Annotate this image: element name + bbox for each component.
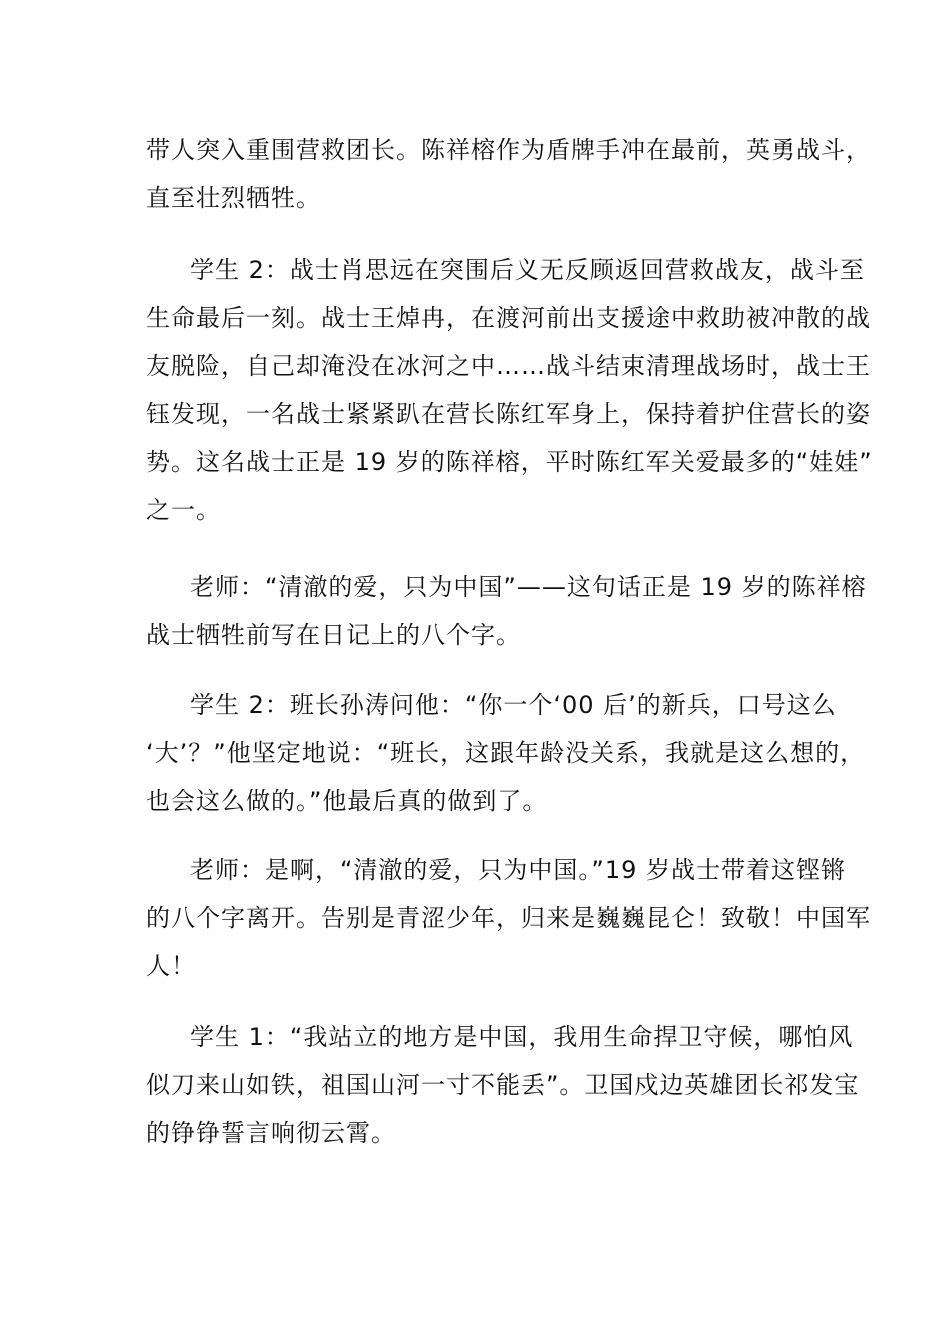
- text-line: 的八个字离开。告别是青涩少年，归来是巍巍昆仑！致敬！中国军: [146, 904, 871, 932]
- text-line: 老师：“清澈的爱，只为中国”——这句话正是 19 岁的陈祥榕: [190, 573, 867, 601]
- paragraph-student2-second: [146, 681, 866, 825]
- text-line: 学生 2：战士肖思远在突围后义无反顾返回营救战友，战斗至: [190, 256, 865, 284]
- paragraph-teacher-second: [146, 846, 871, 990]
- paragraph-student1: [146, 1013, 860, 1157]
- text-line: ‘大’？”他坚定地说：“班长，这跟年龄没关系，我就是这么想的，: [146, 739, 866, 767]
- text-line: 也会这么做的。”他最后真的做到了。: [146, 787, 548, 815]
- text-line: 似刀来山如铁，祖国山河一寸不能丢”。卫国戍边英雄团长祁发宝: [146, 1071, 860, 1099]
- text-line: 老师：是啊，“清澈的爱，只为中国。”19 岁战士带着这铿锵: [190, 856, 847, 884]
- text-line: 直至壮烈牺牲。: [146, 184, 321, 212]
- text-line: 势。这名战士正是 19 岁的陈祥榕，平时陈红军关爱最多的“娃娃”: [146, 448, 873, 476]
- paragraph-teacher-first: [146, 563, 867, 659]
- text-line: 人！: [146, 952, 196, 980]
- text-line: 带人突入重围营救团长。陈祥榕作为盾牌手冲在最前，英勇战斗，: [146, 136, 871, 164]
- text-line: 战士牺牲前写在日记上的八个字。: [146, 621, 521, 649]
- text-line: 的铮铮誓言响彻云霄。: [146, 1119, 396, 1147]
- paragraph-continuation: [146, 126, 871, 222]
- text-line: 学生 1：“我站立的地方是中国，我用生命捍卫守候，哪怕风: [190, 1023, 854, 1051]
- text-line: 学生 2：班长孙涛问他：“你一个‘00 后’的新兵，口号这么: [190, 691, 837, 719]
- text-line: 之一。: [146, 496, 221, 524]
- text-line: 钰发现，一名战士紧紧趴在营长陈红军身上，保持着护住营长的姿: [146, 400, 871, 428]
- text-line: 生命最后一刻。战士王焯冉，在渡河前出支援途中救助被冲散的战: [146, 304, 871, 332]
- paragraph-student2-first: [146, 246, 873, 534]
- text-line: 友脱险，自己却淹没在冰河之中……战斗结束清理战场时，战士王: [146, 352, 871, 380]
